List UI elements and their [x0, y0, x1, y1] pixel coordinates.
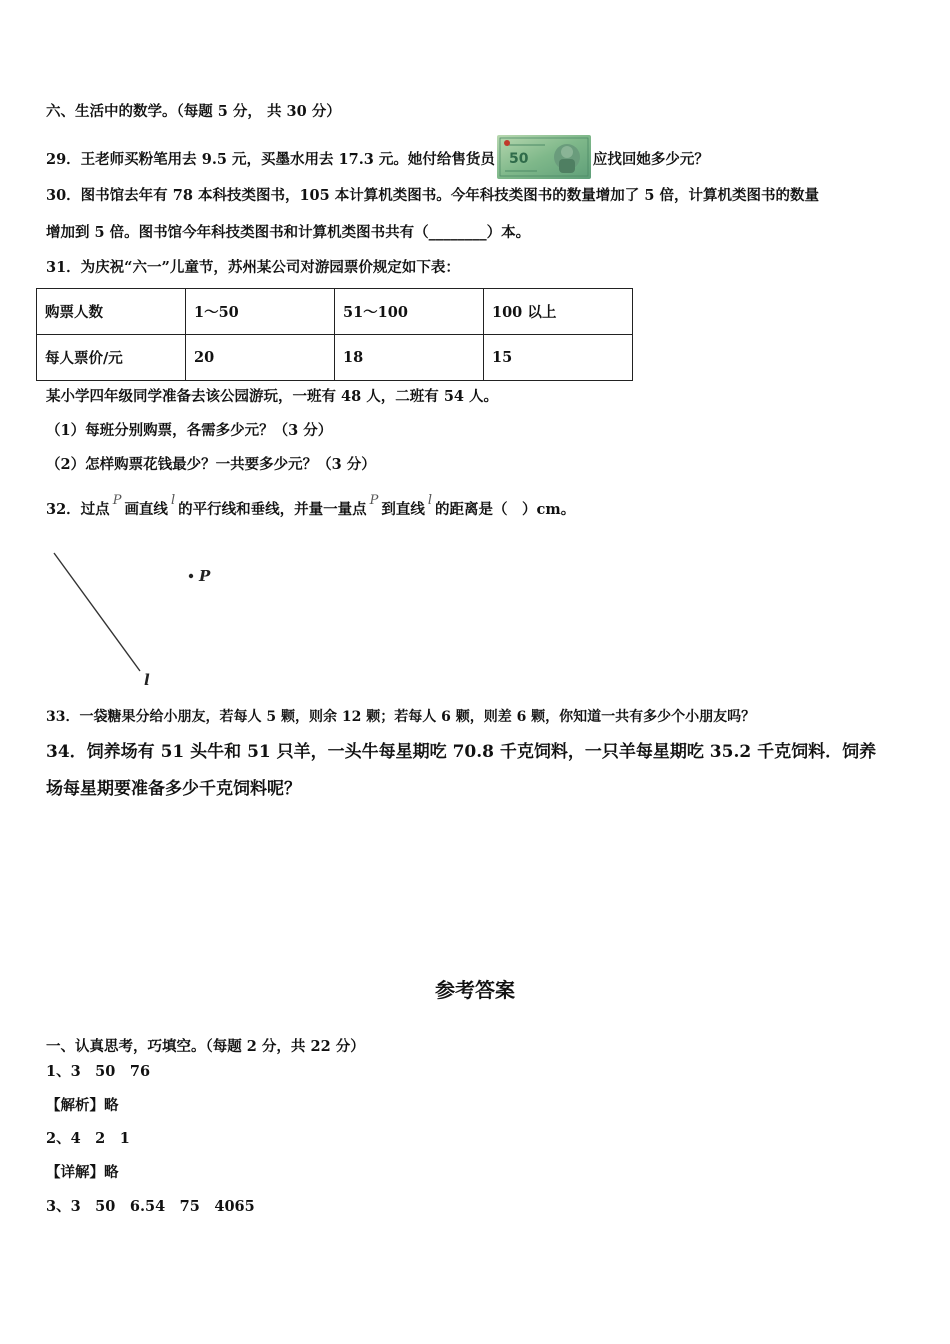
question-31-intro: 31．为庆祝“六一”儿童节，苏州某公司对游园票价规定如下表：	[46, 259, 460, 276]
question-32	[46, 493, 576, 521]
symbol-p: P	[369, 493, 379, 508]
answers-section-1: 一、认真思考，巧填空。（每题 2 分，共 22 分）	[46, 1038, 365, 1055]
answer-1: 1、3 50 76	[46, 1063, 151, 1080]
answers-title: 参考答案	[435, 978, 515, 1002]
symbol-l: l	[170, 493, 176, 508]
q32-part5: 的距离是（ ）cm。	[435, 501, 576, 518]
question-30-line2: 增加到 5 倍。图书馆今年科技类图书和计算机类图书共有（________）本。	[46, 224, 531, 241]
banknote-50-image	[497, 135, 591, 179]
q32-part1: 32．过点	[46, 501, 110, 518]
q29-text-after: 应找回她多少元？	[592, 151, 709, 168]
line-l	[54, 553, 140, 671]
table-cell: 每人票价/元	[37, 335, 186, 381]
line-l-label: l	[144, 671, 150, 689]
symbol-l: l	[427, 493, 433, 508]
answer-2: 2、4 2 1	[46, 1130, 130, 1147]
table-cell: 15	[484, 335, 633, 381]
q32-part4: 到直线	[381, 501, 425, 518]
question-33: 33．一袋糖果分给小朋友，若每人 5 颗，则余 12 颗；若每人 6 颗，则差 6 颗，你知道一共有多少个小朋友吗？	[46, 709, 756, 725]
answer-2-note: 【详解】略	[46, 1164, 119, 1181]
question-31-sub2: （2）怎样购票花钱最少？一共要多少元？（3 分）	[46, 456, 376, 473]
line-and-point-figure	[40, 545, 240, 695]
question-34-line2: 场每星期要准备多少千克饲料呢？	[46, 779, 301, 799]
question-34-line1: 34．饲养场有 51 头牛和 51 只羊，一头牛每星期吃 70.8 千克饲料，一只羊每星期吃 35.2 千克饲料．饲养	[46, 742, 877, 762]
table-cell: 1～50	[186, 289, 335, 335]
q32-part3: 的平行线和垂线，并量一量点	[178, 501, 367, 518]
answer-3: 3、3 50 6.54 75 4065	[46, 1198, 255, 1215]
q32-part2: 画直线	[124, 501, 168, 518]
point-p	[189, 574, 193, 578]
ticket-price-table	[36, 288, 633, 381]
table-cell: 18	[335, 335, 484, 381]
section-6-heading: 六、生活中的数学。（每题 5 分， 共 30 分）	[46, 103, 341, 120]
table-cell: 购票人数	[37, 289, 186, 335]
svg-text:50: 50	[508, 151, 529, 167]
question-29	[46, 138, 709, 182]
table-row	[37, 289, 633, 335]
symbol-p: P	[112, 493, 122, 508]
table-cell: 100 以上	[484, 289, 633, 335]
question-31-sub1: （1）每班分别购票，各需多少元？（3 分）	[46, 422, 333, 439]
table-cell: 20	[186, 335, 335, 381]
question-30-line1: 30．图书馆去年有 78 本科技类图书，105 本计算机类图书。今年科技类图书的数量增加了 5 倍，计算机类图书的数量	[46, 187, 819, 204]
table-row	[37, 335, 633, 381]
question-31-after: 某小学四年级同学准备去该公园游玩，一班有 48 人，二班有 54 人。	[46, 388, 499, 405]
answer-1-note: 【解析】略	[46, 1097, 119, 1114]
q29-text-before: 29．王老师买粉笔用去 9.5 元，买墨水用去 17.3 元。她付给售货员	[46, 151, 495, 168]
table-cell: 51～100	[335, 289, 484, 335]
point-p-label: P	[199, 567, 211, 585]
